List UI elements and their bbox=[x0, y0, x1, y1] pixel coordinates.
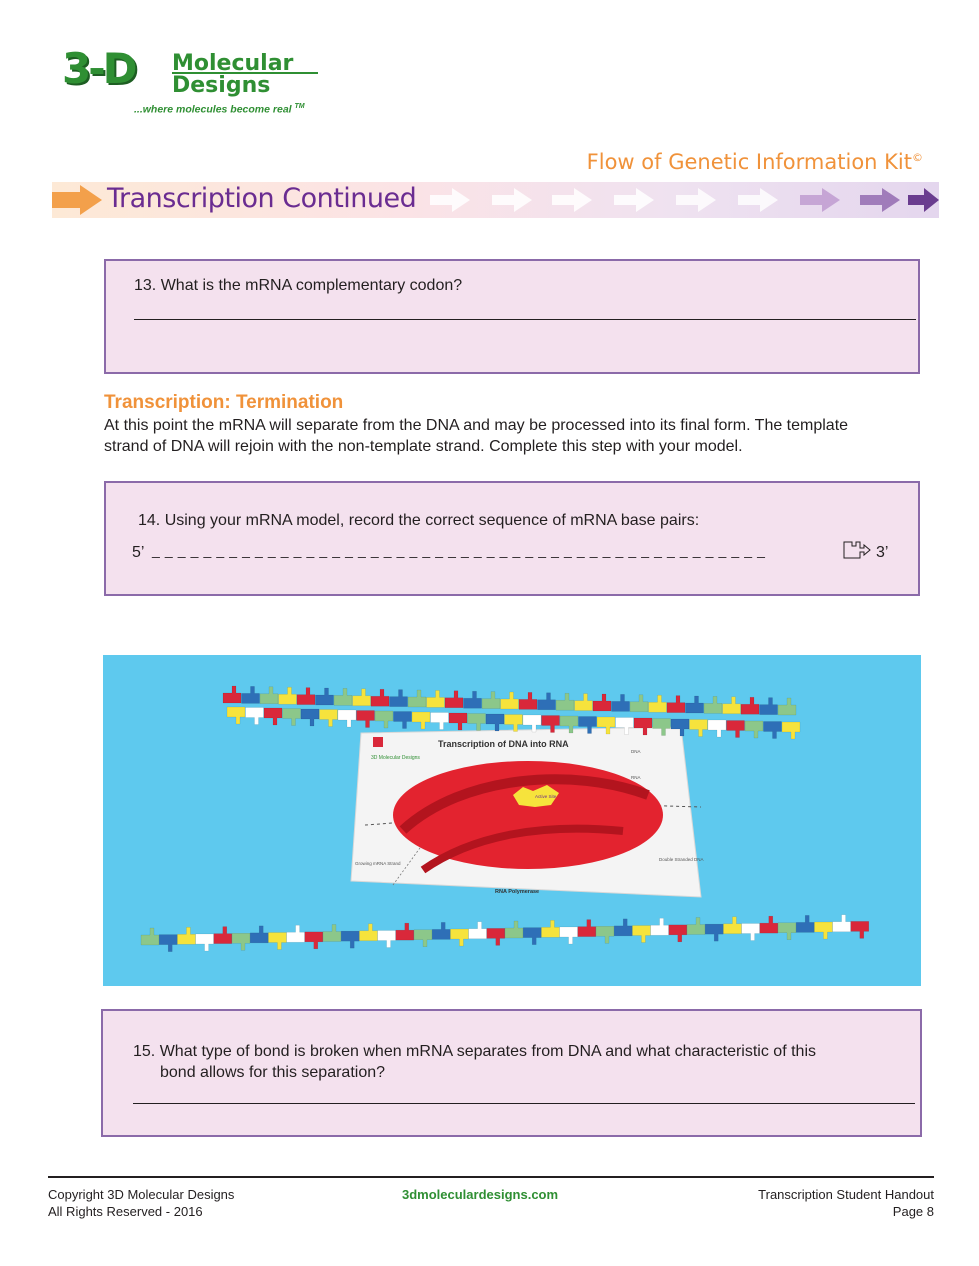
nucleotide-piece bbox=[482, 692, 500, 709]
nucleotide-piece bbox=[449, 713, 467, 730]
nucleotide-piece bbox=[242, 686, 260, 703]
nucleotide-piece bbox=[431, 713, 449, 730]
nucleotide-piece bbox=[371, 689, 389, 706]
nucleotide-piece bbox=[760, 916, 778, 933]
nucleotide-piece bbox=[341, 931, 359, 948]
section-heading-termination: Transcription: Termination bbox=[104, 392, 344, 413]
nucleotide-piece bbox=[686, 696, 704, 713]
nucleotide-piece bbox=[250, 926, 268, 943]
nucleotide-piece bbox=[814, 922, 832, 939]
nucleotide-piece bbox=[505, 715, 523, 732]
nucleotide-piece bbox=[287, 925, 305, 942]
nucleotide-piece bbox=[353, 689, 371, 706]
question-13-box bbox=[104, 259, 920, 374]
nucleotide-piece bbox=[246, 708, 264, 725]
nucleotide-piece bbox=[159, 935, 177, 952]
nucleotide-piece bbox=[667, 696, 685, 713]
nucleotide-piece bbox=[196, 934, 214, 951]
nucleotide-piece bbox=[704, 696, 722, 713]
nucleotide-piece bbox=[450, 929, 468, 946]
nucleotide-piece bbox=[612, 694, 630, 711]
company-logo bbox=[62, 44, 332, 119]
nucleotide-piece bbox=[408, 690, 426, 707]
question-15-answer-line[interactable] bbox=[133, 1103, 915, 1104]
nucleotide-piece bbox=[727, 721, 745, 738]
nucleotide-piece bbox=[630, 695, 648, 712]
nucleotide-piece bbox=[223, 686, 241, 703]
nucleotide-piece bbox=[632, 926, 650, 943]
logo-divider bbox=[172, 72, 318, 74]
model-illustration bbox=[103, 655, 921, 986]
nucleotide-piece bbox=[432, 922, 450, 939]
nucleotide-piece bbox=[760, 698, 778, 715]
nucleotide-piece bbox=[556, 693, 574, 710]
nucleotide-piece bbox=[741, 697, 759, 714]
poster-rna-key: RNA bbox=[631, 775, 641, 780]
footer-website-link[interactable]: 3dmoleculardesigns.com bbox=[402, 1187, 559, 1202]
nucleotide-piece bbox=[651, 918, 669, 935]
termination-text-line-1: At this point the mRNA will separate from the DNA and may be processed into its final form. The template bbox=[104, 417, 849, 434]
nucleotide-piece bbox=[177, 927, 195, 944]
rna-polymerase-label: RNA Polymerase bbox=[495, 889, 540, 895]
nucleotide-piece bbox=[782, 722, 800, 739]
poster-logo-icon bbox=[373, 737, 383, 747]
nucleotide-piece bbox=[687, 918, 705, 935]
nucleotide-piece bbox=[359, 924, 377, 941]
question-15-box bbox=[101, 1009, 922, 1137]
nucleotide-piece bbox=[596, 926, 614, 943]
nucleotide-piece bbox=[501, 692, 519, 709]
active-site-label: Active Site bbox=[535, 794, 557, 799]
nucleotide-piece bbox=[745, 721, 763, 738]
nucleotide-piece bbox=[778, 923, 796, 940]
nucleotide-piece bbox=[690, 720, 708, 737]
nucleotide-piece bbox=[214, 927, 232, 944]
logo-tagline: ...where molecules become real ™ bbox=[134, 103, 305, 116]
nucleotide-piece bbox=[669, 925, 687, 942]
nucleotide-piece bbox=[487, 928, 505, 945]
five-prime-label: 5’ bbox=[132, 544, 145, 561]
nucleotide-piece bbox=[279, 687, 297, 704]
nucleotide-piece bbox=[378, 930, 396, 947]
double-dna-label: Double Stranded DNA bbox=[659, 857, 704, 862]
nucleotide-piece bbox=[796, 915, 814, 932]
nucleotide-piece bbox=[505, 921, 523, 938]
nucleotide-piece bbox=[560, 927, 578, 944]
logo-mark: 3-D bbox=[62, 44, 135, 93]
footer-page-number: Page 8 bbox=[892, 1204, 934, 1219]
question-15-text-line-1: 15. What type of bond is broken when mRNA separates from DNA and what characteristic of this bbox=[133, 1043, 816, 1060]
nucleotide-piece bbox=[268, 933, 286, 950]
nucleotide-piece bbox=[320, 710, 338, 727]
nucleotide-piece bbox=[486, 714, 504, 731]
nucleotide-piece bbox=[578, 920, 596, 937]
nucleotide-outline-icon bbox=[842, 540, 872, 560]
page-title: Transcription Continued bbox=[107, 183, 417, 214]
poster-dna-key: DNA bbox=[631, 749, 641, 754]
footer-copyright: Copyright 3D Molecular Designs bbox=[48, 1187, 235, 1202]
footer-handout-title: Transcription Student Handout bbox=[758, 1187, 934, 1202]
nucleotide-piece bbox=[375, 711, 393, 728]
nucleotide-piece bbox=[723, 917, 741, 934]
nucleotide-piece bbox=[445, 691, 463, 708]
question-14-box bbox=[104, 481, 920, 596]
nucleotide-piece bbox=[264, 708, 282, 725]
nucleotide-piece bbox=[705, 924, 723, 941]
nucleotide-piece bbox=[316, 688, 334, 705]
nucleotide-piece bbox=[614, 919, 632, 936]
footer-rights: All Rights Reserved - 2016 bbox=[48, 1204, 203, 1219]
nucleotide-piece bbox=[464, 691, 482, 708]
nucleotide-piece bbox=[541, 920, 559, 937]
nucleotide-piece bbox=[141, 928, 159, 945]
nucleotide-piece bbox=[851, 921, 869, 938]
nucleotide-piece bbox=[523, 928, 541, 945]
kit-title: Flow of Genetic Information Kit© bbox=[586, 150, 923, 174]
logo-word-molecular: Molecular bbox=[172, 51, 294, 76]
nucleotide-piece bbox=[260, 687, 278, 704]
nucleotide-piece bbox=[334, 688, 352, 705]
nucleotide-piece bbox=[227, 707, 245, 724]
nucleotide-piece bbox=[469, 922, 487, 939]
poster-title: Transcription of DNA into RNA bbox=[438, 739, 569, 749]
nucleotide-piece bbox=[519, 692, 537, 709]
nucleotide-piece bbox=[357, 711, 375, 728]
poster-logo-text: 3D Molecular Designs bbox=[371, 755, 420, 761]
nucleotide-piece bbox=[412, 712, 430, 729]
nucleotide-piece bbox=[414, 930, 432, 947]
nucleotide-piece bbox=[742, 923, 760, 940]
nucleotide-piece bbox=[575, 694, 593, 711]
termination-text-line-2: strand of DNA will rejoin with the non-template strand. Complete this step with your model. bbox=[104, 438, 743, 455]
nucleotide-piece bbox=[394, 712, 412, 729]
nucleotide-piece bbox=[649, 695, 667, 712]
nucleotide-piece bbox=[723, 697, 741, 714]
three-prime-label: 3’ bbox=[876, 544, 889, 561]
section-banner bbox=[52, 182, 939, 218]
nucleotide-piece bbox=[778, 698, 796, 715]
sequence-blanks[interactable]: _ _ _ _ _ _ _ _ _ _ _ _ _ _ _ _ _ _ _ _ _ _ _ _ _ _ _ _ _ _ _ _ _ _ _ _ _ _ _ _ _ _ _ _ _ _ _ _ bbox=[152, 542, 766, 558]
growing-mrna-label: Growing mRNA Strand bbox=[355, 861, 401, 866]
nucleotide-piece bbox=[305, 932, 323, 949]
question-13-text: 13. What is the mRNA complementary codon? bbox=[134, 277, 463, 294]
nucleotide-piece bbox=[297, 688, 315, 705]
nucleotide-piece bbox=[427, 690, 445, 707]
nucleotide-piece bbox=[338, 710, 356, 727]
nucleotide-piece bbox=[538, 693, 556, 710]
nucleotide-piece bbox=[833, 915, 851, 932]
transcription-model-photo bbox=[103, 655, 921, 986]
nucleotide-piece bbox=[301, 709, 319, 726]
nucleotide-piece bbox=[708, 720, 726, 737]
nucleotide-piece bbox=[323, 925, 341, 942]
logo-word-designs: Designs bbox=[172, 73, 271, 98]
nucleotide-piece bbox=[396, 923, 414, 940]
nucleotide-piece bbox=[764, 722, 782, 739]
question-13-answer-line[interactable] bbox=[134, 319, 916, 320]
nucleotide-piece bbox=[593, 694, 611, 711]
question-15-text-line-2: bond allows for this separation? bbox=[160, 1064, 386, 1081]
question-14-text: 14. Using your mRNA model, record the correct sequence of mRNA base pairs: bbox=[138, 512, 700, 529]
nucleotide-piece bbox=[390, 690, 408, 707]
nucleotide-piece bbox=[468, 714, 486, 731]
nucleotide-piece bbox=[283, 709, 301, 726]
nucleotide-piece bbox=[232, 933, 250, 950]
footer-rule bbox=[48, 1176, 934, 1178]
